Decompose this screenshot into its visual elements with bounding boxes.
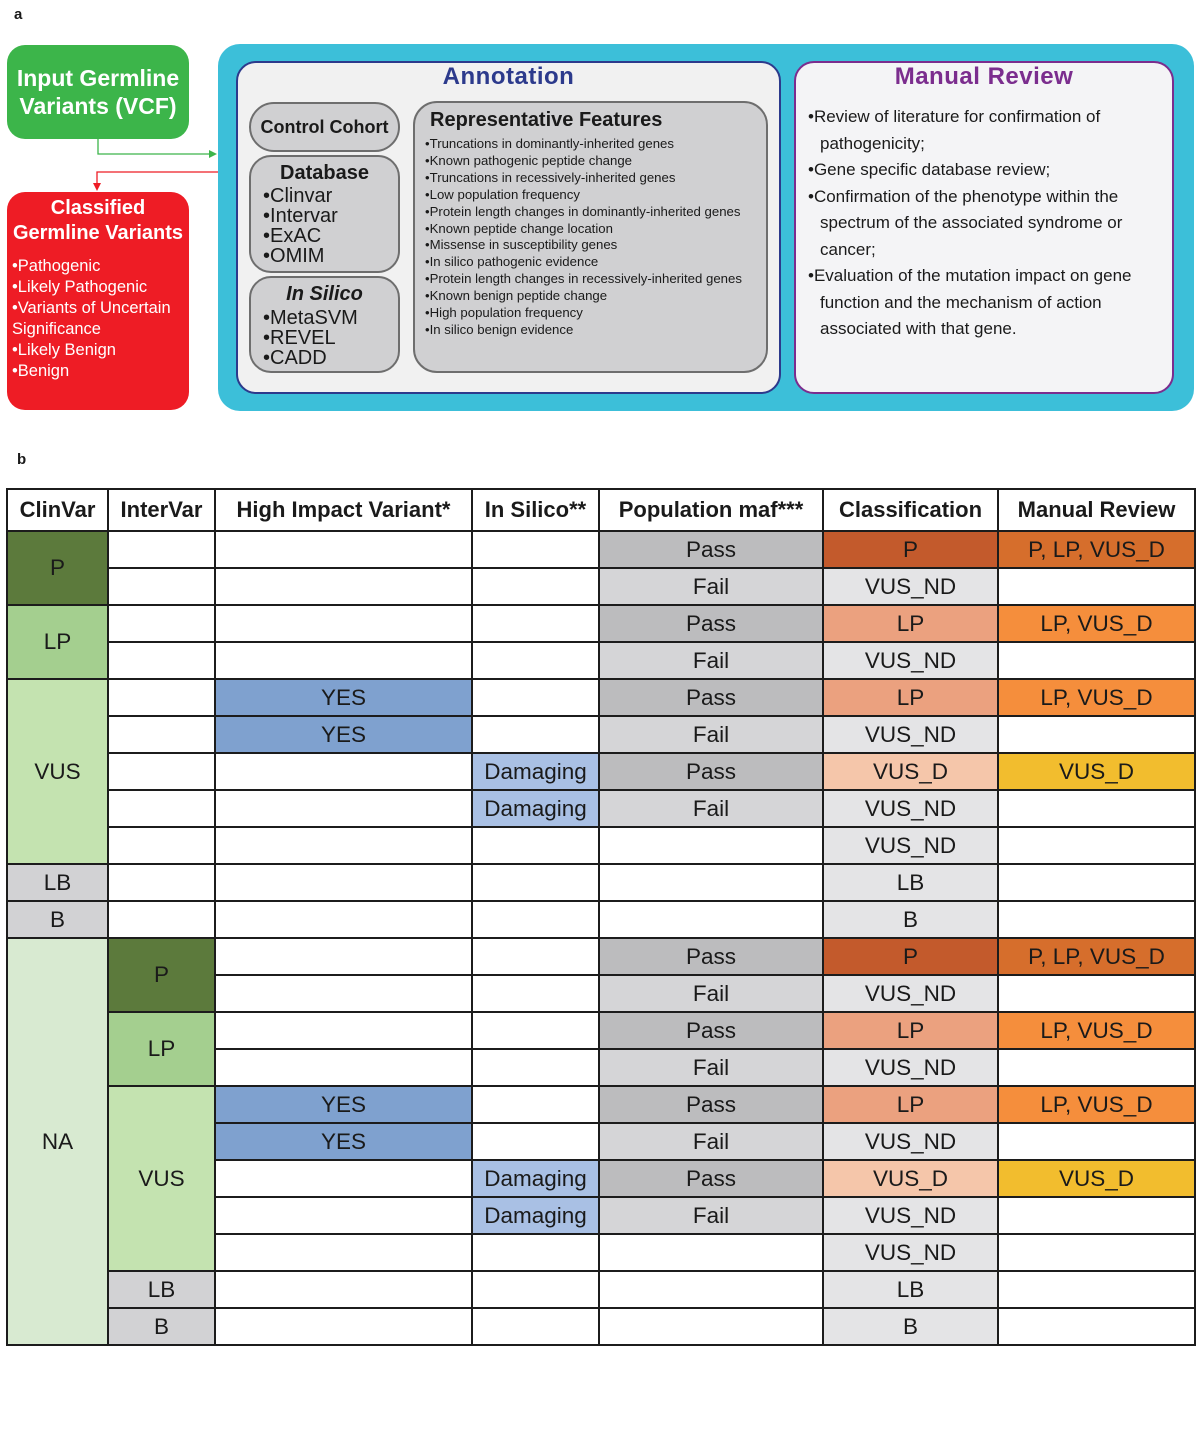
- population-maf-cell: Fail: [599, 1197, 823, 1234]
- classification-table: [6, 488, 1196, 1346]
- table-row: [7, 1086, 1195, 1123]
- feature-item: • In silico pathogenic evidence: [425, 254, 766, 271]
- header-intervar: InterVar: [108, 489, 215, 531]
- in-silico-cell: [472, 642, 599, 679]
- in-silico-title: In Silico: [286, 283, 363, 305]
- classified-item: • Pathogenic: [12, 256, 184, 277]
- feature-item: • In silico benign evidence: [425, 322, 766, 339]
- high-impact-cell: [215, 1308, 472, 1345]
- intervar-cell: VUS: [108, 1086, 215, 1271]
- manual-review-cell: LP, VUS_D: [998, 1012, 1195, 1049]
- manual-review-cell: [998, 1271, 1195, 1308]
- manual-review-cell: [998, 975, 1195, 1012]
- intervar-cell: [108, 716, 215, 753]
- feature-item: • Known benign peptide change: [425, 288, 766, 305]
- table-row: [7, 605, 1195, 642]
- population-maf-cell: [599, 901, 823, 938]
- classification-cell: P: [823, 938, 998, 975]
- population-maf-cell: [599, 827, 823, 864]
- classification-cell: VUS_D: [823, 1160, 998, 1197]
- intervar-cell: [108, 753, 215, 790]
- high-impact-cell: [215, 531, 472, 568]
- classification-cell: VUS_D: [823, 753, 998, 790]
- review-item: • Confirmation of the phenotype within the spectrum of the associated syndrome or cancer;: [808, 184, 1164, 264]
- population-maf-cell: Fail: [599, 975, 823, 1012]
- high-impact-cell: [215, 901, 472, 938]
- classification-cell: P: [823, 531, 998, 568]
- clinvar-cell: LB: [7, 864, 108, 901]
- header-in-silico: In Silico**: [472, 489, 599, 531]
- in-silico-cell: [472, 827, 599, 864]
- panel-b-label: b: [17, 451, 27, 468]
- population-maf-cell: Fail: [599, 568, 823, 605]
- high-impact-cell: YES: [215, 716, 472, 753]
- population-maf-cell: [599, 1271, 823, 1308]
- high-impact-cell: YES: [215, 1123, 472, 1160]
- high-impact-cell: [215, 1197, 472, 1234]
- classification-cell: VUS_ND: [823, 975, 998, 1012]
- manual-review-cell: [998, 864, 1195, 901]
- clinvar-cell: LP: [7, 605, 108, 679]
- population-maf-cell: Pass: [599, 531, 823, 568]
- feature-item: • Truncations in dominantly-inherited genes: [425, 136, 766, 153]
- table-row: [7, 568, 1195, 605]
- table-row: [7, 642, 1195, 679]
- database-title: Database: [280, 162, 369, 184]
- high-impact-cell: [215, 1012, 472, 1049]
- database-item: • OMIM: [263, 246, 398, 266]
- feature-item: • Protein length changes in dominantly-inherited genes: [425, 204, 766, 221]
- review-item: • Review of literature for confirmation of pathogenicity;: [808, 104, 1164, 157]
- population-maf-cell: Pass: [599, 605, 823, 642]
- manual-review-cell: [998, 1234, 1195, 1271]
- population-maf-cell: Fail: [599, 716, 823, 753]
- header-classification: Classification: [823, 489, 998, 531]
- high-impact-cell: [215, 753, 472, 790]
- intervar-cell: B: [108, 1308, 215, 1345]
- classification-cell: VUS_ND: [823, 568, 998, 605]
- intervar-cell: [108, 790, 215, 827]
- high-impact-cell: [215, 605, 472, 642]
- database-item: • Intervar: [263, 206, 398, 226]
- classification-cell: VUS_ND: [823, 1123, 998, 1160]
- manual-review-cell: [998, 568, 1195, 605]
- in-silico-cell: [472, 679, 599, 716]
- classification-cell: VUS_ND: [823, 716, 998, 753]
- review-item: • Evaluation of the mutation impact on gene function and the mechanism of action associated with that gene.: [808, 263, 1164, 343]
- in-silico-item: • MetaSVM: [263, 308, 398, 328]
- high-impact-cell: [215, 642, 472, 679]
- feature-item: • Low population frequency: [425, 187, 766, 204]
- intervar-cell: [108, 531, 215, 568]
- in-silico-cell: [472, 1234, 599, 1271]
- classification-cell: VUS_ND: [823, 642, 998, 679]
- manual-review-cell: VUS_D: [998, 753, 1195, 790]
- features-title: Representative Features: [430, 109, 663, 131]
- manual-review-cell: P, LP, VUS_D: [998, 531, 1195, 568]
- manual-review-cell: [998, 1049, 1195, 1086]
- population-maf-cell: [599, 1234, 823, 1271]
- table-row: [7, 938, 1195, 975]
- in-silico-cell: Damaging: [472, 1197, 599, 1234]
- table-row: [7, 753, 1195, 790]
- table-row: [7, 716, 1195, 753]
- annotation-title: Annotation: [442, 63, 575, 90]
- high-impact-cell: [215, 938, 472, 975]
- high-impact-cell: [215, 790, 472, 827]
- manual-review-cell: [998, 642, 1195, 679]
- classification-cell: VUS_ND: [823, 1197, 998, 1234]
- panel-a-label: a: [14, 6, 23, 23]
- intervar-cell: LB: [108, 1271, 215, 1308]
- population-maf-cell: Pass: [599, 938, 823, 975]
- manual-review-cell: [998, 1308, 1195, 1345]
- header-population-maf: Population maf***: [599, 489, 823, 531]
- manual-review-cell: VUS_D: [998, 1160, 1195, 1197]
- database-item: • Clinvar: [263, 186, 398, 206]
- in-silico-cell: [472, 864, 599, 901]
- table-row: [7, 827, 1195, 864]
- header-row: [7, 489, 1195, 531]
- classified-item: • Likely Benign: [12, 340, 184, 361]
- in-silico-cell: [472, 1271, 599, 1308]
- table-row: [7, 679, 1195, 716]
- population-maf-cell: [599, 864, 823, 901]
- manual-review-cell: LP, VUS_D: [998, 1086, 1195, 1123]
- high-impact-cell: YES: [215, 679, 472, 716]
- in-silico-cell: Damaging: [472, 790, 599, 827]
- input-germline-variants-box: Input Germline Variants (VCF): [7, 45, 189, 139]
- manual-review-cell: LP, VUS_D: [998, 605, 1195, 642]
- in-silico-cell: [472, 716, 599, 753]
- manual-review-cell: [998, 1123, 1195, 1160]
- intervar-cell: [108, 679, 215, 716]
- population-maf-cell: Pass: [599, 753, 823, 790]
- manual-review-cell: P, LP, VUS_D: [998, 938, 1195, 975]
- manual-review-list: [808, 104, 1164, 343]
- feature-item: • Protein length changes in recessively-inherited genes: [425, 271, 766, 288]
- high-impact-cell: [215, 975, 472, 1012]
- in-silico-cell: [472, 1123, 599, 1160]
- manual-review-cell: [998, 901, 1195, 938]
- header-high-impact: High Impact Variant*: [215, 489, 472, 531]
- population-maf-cell: Fail: [599, 1123, 823, 1160]
- classification-cell: B: [823, 1308, 998, 1345]
- intervar-cell: [108, 901, 215, 938]
- population-maf-cell: Pass: [599, 1086, 823, 1123]
- in-silico-cell: [472, 975, 599, 1012]
- classified-item: • Likely Pathogenic: [12, 277, 184, 298]
- high-impact-cell: [215, 827, 472, 864]
- intervar-cell: [108, 827, 215, 864]
- population-maf-cell: Fail: [599, 642, 823, 679]
- in-silico-cell: [472, 938, 599, 975]
- classification-cell: B: [823, 901, 998, 938]
- manual-review-cell: [998, 790, 1195, 827]
- clinvar-cell: VUS: [7, 679, 108, 864]
- manual-review-title: Manual Review: [894, 63, 1074, 90]
- in-silico-cell: [472, 1308, 599, 1345]
- population-maf-cell: Fail: [599, 1049, 823, 1086]
- feature-item: • Missense in susceptibility genes: [425, 237, 766, 254]
- classification-cell: VUS_ND: [823, 1234, 998, 1271]
- intervar-cell: [108, 568, 215, 605]
- population-maf-cell: [599, 1308, 823, 1345]
- classification-cell: LP: [823, 605, 998, 642]
- classification-cell: LP: [823, 1012, 998, 1049]
- high-impact-cell: [215, 1271, 472, 1308]
- intervar-cell: [108, 864, 215, 901]
- high-impact-cell: [215, 1049, 472, 1086]
- classification-cell: LB: [823, 1271, 998, 1308]
- intervar-cell: P: [108, 938, 215, 1012]
- in-silico-cell: Damaging: [472, 1160, 599, 1197]
- table-row: [7, 531, 1195, 568]
- in-silico-cell: [472, 605, 599, 642]
- clinvar-cell: B: [7, 901, 108, 938]
- population-maf-cell: Pass: [599, 1012, 823, 1049]
- control-cohort-box: Control Cohort: [249, 102, 400, 152]
- in-silico-cell: [472, 901, 599, 938]
- classification-cell: LP: [823, 679, 998, 716]
- table-row: [7, 864, 1195, 901]
- clinvar-cell: NA: [7, 938, 108, 1345]
- classification-cell: VUS_ND: [823, 827, 998, 864]
- manual-review-cell: [998, 716, 1195, 753]
- database-item: • ExAC: [263, 226, 398, 246]
- table-row: [7, 1012, 1195, 1049]
- in-silico-cell: [472, 1086, 599, 1123]
- table-row: [7, 790, 1195, 827]
- table-row: [7, 1271, 1195, 1308]
- feature-item: • Truncations in recessively-inherited genes: [425, 170, 766, 187]
- classification-cell: VUS_ND: [823, 1049, 998, 1086]
- in-silico-item: • REVEL: [263, 328, 398, 348]
- in-silico-cell: [472, 568, 599, 605]
- classified-germline-variants-box: [7, 192, 189, 410]
- classified-title: Classified Germline Variants: [12, 197, 184, 244]
- classified-list: [12, 256, 184, 382]
- review-item: • Gene specific database review;: [808, 157, 1164, 184]
- classification-cell: LB: [823, 864, 998, 901]
- intervar-cell: LP: [108, 1012, 215, 1086]
- classified-item: • Benign: [12, 361, 184, 382]
- manual-review-cell: LP, VUS_D: [998, 679, 1195, 716]
- classification-cell: VUS_ND: [823, 790, 998, 827]
- classification-cell: LP: [823, 1086, 998, 1123]
- intervar-cell: [108, 605, 215, 642]
- table-row: [7, 901, 1195, 938]
- database-box: [249, 155, 400, 273]
- feature-item: • Known pathogenic peptide change: [425, 153, 766, 170]
- in-silico-cell: [472, 1049, 599, 1086]
- high-impact-cell: [215, 1160, 472, 1197]
- manual-review-cell: [998, 1197, 1195, 1234]
- representative-features-box: [413, 101, 768, 373]
- in-silico-cell: [472, 531, 599, 568]
- table-row: [7, 1308, 1195, 1345]
- high-impact-cell: YES: [215, 1086, 472, 1123]
- intervar-cell: [108, 642, 215, 679]
- population-maf-cell: Pass: [599, 679, 823, 716]
- population-maf-cell: Fail: [599, 790, 823, 827]
- in-silico-box: [249, 276, 400, 373]
- manual-review-cell: [998, 827, 1195, 864]
- header-clinvar: ClinVar: [7, 489, 108, 531]
- high-impact-cell: [215, 864, 472, 901]
- high-impact-cell: [215, 1234, 472, 1271]
- in-silico-item: • CADD: [263, 348, 398, 368]
- feature-item: • Known peptide change location: [425, 221, 766, 238]
- header-manual-review: Manual Review: [998, 489, 1195, 531]
- in-silico-cell: [472, 1012, 599, 1049]
- high-impact-cell: [215, 568, 472, 605]
- in-silico-cell: Damaging: [472, 753, 599, 790]
- population-maf-cell: Pass: [599, 1160, 823, 1197]
- feature-item: • High population frequency: [425, 305, 766, 322]
- clinvar-cell: P: [7, 531, 108, 605]
- classified-item: • Variants of Uncertain Significance: [12, 298, 184, 340]
